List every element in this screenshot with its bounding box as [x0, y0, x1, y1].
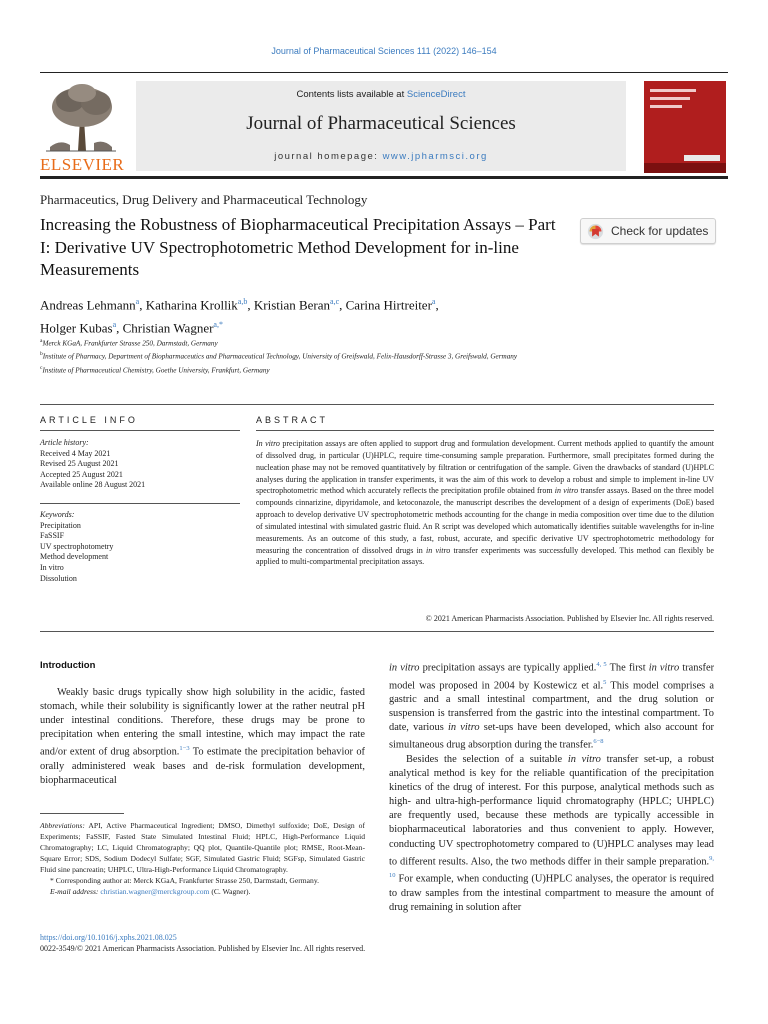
history-keywords-rule	[40, 503, 240, 504]
journal-reference-link[interactable]: Journal of Pharmaceutical Sciences 111 (2022) 146–154	[271, 46, 497, 56]
sciencedirect-link[interactable]: ScienceDirect	[406, 89, 466, 100]
italic-text: In vitro	[256, 439, 280, 448]
affiliation	[40, 349, 600, 362]
keyword[interactable]: Method development	[40, 552, 109, 562]
history-date: Accepted 25 August 2021	[40, 469, 123, 479]
introduction-heading: Introduction	[40, 660, 96, 671]
italic-text: in vitro	[447, 722, 480, 734]
abbreviations-label: Abbreviations:	[40, 821, 85, 830]
keyword[interactable]: Precipitation	[40, 520, 81, 530]
text-run: The first	[606, 662, 649, 674]
email-label: E-mail address:	[50, 887, 99, 896]
article-section: Pharmaceutics, Drug Delivery and Pharmaceutical Technology	[40, 192, 368, 207]
contents-line	[136, 89, 626, 100]
introduction-paragraph	[389, 753, 714, 915]
author-separator: ,	[139, 297, 146, 313]
elsevier-wordmark: ELSEVIER	[40, 155, 125, 174]
article-title: Increasing the Robustness of Biopharmaceutical Precipitation Assays – Part I: Derivative UV Spectrophotometric Method Development for in-line Measurements	[40, 215, 556, 279]
history-date: Revised 25 August 2021	[40, 459, 119, 469]
author-name: Holger Kubas	[40, 320, 113, 336]
cover-title-line	[650, 105, 682, 108]
abstract-copyright: © 2021 American Pharmacists Association. Published by Elsevier Inc. All rights reserved.	[425, 614, 714, 623]
affiliation-list	[40, 336, 600, 376]
history-date: Available online 28 August 2021	[40, 480, 146, 490]
history-label: Article history:	[40, 438, 89, 447]
article-history	[40, 438, 240, 491]
affiliation-text: Institute of Pharmaceutical Chemistry, Goethe University, Frankfurt, Germany	[42, 366, 270, 375]
text-run: Besides the selection of a suitable	[406, 753, 568, 765]
header-divider	[40, 404, 714, 405]
author-affiliation-marker[interactable]: a	[431, 297, 436, 306]
citation-reference[interactable]: 4, 5	[596, 661, 607, 668]
keyword-list	[40, 521, 240, 585]
author-separator: ,	[247, 297, 254, 313]
author-affiliation-marker[interactable]: a	[135, 297, 140, 306]
introduction-right-column	[389, 658, 714, 915]
check-for-updates-button[interactable]	[580, 218, 716, 244]
journal-masthead	[40, 72, 728, 176]
abstract-body	[256, 438, 714, 568]
author-affiliation-marker[interactable]: a,*	[213, 320, 223, 330]
abstract-rule	[256, 430, 714, 431]
cover-logo-tag	[684, 155, 720, 161]
affiliation-marker: b	[40, 351, 43, 358]
history-list	[40, 449, 240, 491]
article-info-rule	[40, 430, 240, 431]
history-date: Received 4 May 2021	[40, 448, 111, 458]
author-name: Katharina Krollik	[145, 297, 238, 313]
issn-copyright-line: 0022-3549/© 2021 American Pharmacists Association. Published by Elsevier Inc. All rights reserved.	[40, 944, 366, 953]
text-run: precipitation assays are typically applied.	[419, 662, 597, 674]
doi-link[interactable]: https://doi.org/10.1016/j.xphs.2021.08.025	[40, 933, 177, 942]
cover-title-line	[650, 97, 690, 100]
citation-reference[interactable]: 9, 10	[389, 854, 714, 880]
cover-title-line	[650, 89, 696, 92]
italic-text: in vitro	[554, 486, 579, 496]
abstract-heading: ABSTRACT	[256, 415, 329, 425]
text-run: transfer assays. Based on the three model compounds cinnarizine, dipyridamole, and ketoconazole, the manuscript describes the development of a design of experiments (DoE) based approach to develop derivative UV spectrophotometric methods accounting for the change in media composition over time due to the dilution of simulated intestinal with simulated gastric fluid. An R script was developed which automatically identifies suitable wavelengths for in-line measurements. As an outcome of this study, a fast, robust, accurate, and specific derivative UV spectrophotometric methodology for measuring the concentration of dissolved drugs in	[256, 486, 714, 555]
italic-text: in vitro	[648, 662, 680, 674]
journal-cover-thumbnail[interactable]	[644, 81, 726, 173]
author-name: Christian Wagner	[122, 320, 214, 336]
email-suffix: (C. Wagner).	[209, 887, 251, 896]
author-name: Andreas Lehmann	[40, 297, 136, 313]
cover-footer-stripe	[644, 163, 726, 173]
keywords-label: Keywords:	[40, 510, 75, 519]
keyword[interactable]: In vitro	[40, 562, 64, 572]
introduction-paragraph	[389, 658, 714, 753]
homepage-prefix: journal homepage:	[274, 151, 383, 162]
text-run: Weakly basic drugs typically show high solubility in the acidic, fasted stomach, while their solubility is significantly lower at the rather neutral pH under intestinal conditions. Therefore, these drugs may be prone to precipitation when entering the small intestine, which may impact the rate and/or extent of drug absorption.	[40, 687, 365, 758]
masthead-divider	[40, 176, 728, 179]
affiliation-marker: c	[40, 364, 43, 371]
text-run: set-ups have been developed, which also account for simultaneous drug absorption during the transfer.	[389, 722, 714, 751]
text-run: This model comprises a gastric and a small intestinal compartment, and the drug solution or suspension is transferred from the gastric into the intestinal compartment. To date, various	[389, 680, 714, 734]
homepage-link[interactable]: www.jpharmsci.org	[382, 151, 488, 162]
journal-title: Journal of Pharmaceutical Sciences	[246, 113, 516, 134]
check-for-updates-icon	[587, 223, 604, 240]
italic-text: in vitro	[426, 545, 451, 555]
article-info-heading: ARTICLE INFO	[40, 415, 138, 425]
author-separator: ,	[116, 320, 123, 336]
author-affiliation-marker[interactable]: a	[112, 320, 117, 330]
affiliation-marker: a	[40, 338, 43, 344]
author-name: Kristian Beran	[253, 297, 331, 313]
email-footnote	[40, 886, 365, 897]
footnotes	[40, 820, 365, 897]
keyword[interactable]: Dissolution	[40, 573, 77, 583]
italic-text: in vitro	[389, 662, 420, 674]
text-run: transfer model was proposed in 2004 by Kostewicz et al.	[389, 662, 715, 692]
text-run: precipitation assays are often applied to support drug and formulation development. Current methods applied to quantify the amount of dissolved drug, in particular (U)HPLC, require time-consuming sample preparation. Furthermore, small precipitates formed during the nucleation phase may not be removed quantitatively by filtration or centrifugation of the sample. Given the drawbacks of standard (U)HPLC analyses during the application in transfer experiments, it was the aim of this work to develop a robust and simple to implement in-line UV spectrophotometric method which accurately reflects the precipitation profile obtained from	[256, 439, 714, 496]
footnote-rule	[40, 813, 124, 814]
italic-text: in vitro	[567, 753, 601, 765]
author-affiliation-marker[interactable]: a,c	[330, 297, 340, 306]
affiliation	[40, 363, 600, 376]
author-separator: ,	[339, 297, 346, 313]
affiliation	[40, 336, 600, 349]
elsevier-logo	[40, 81, 125, 174]
text-run: transfer experiments was successfully developed. This method can flexibly be applied to multi-compartmental precipitation assays.	[256, 545, 714, 567]
corresponding-author-footnote: * Corresponding author at: Merck KGaA, Frankfurter Strasse 250, Darmstadt, Germany.	[50, 876, 320, 885]
abbreviations-text: API, Active Pharmaceutical Ingredient; DMSO, Dimethyl sulfoxide; DoE, Design of Experiments; FaSSIF, Fasted State Simulated Intestinal Fluid; HPLC, High-Performance Liquid Chromatography; LC, Liquid Chromatography; QQ plot, Quantile-Quantile plot; RMSE, Root-Mean-Square Error; SDS, Sodium Dodecyl Sulfate; SGF, Simulated Gastric Fluid; SGFsp, Simulated Gastric Fluid sine pancreatin; UHPLC, Ultra-High-Performance Liquid Chromatography.	[40, 821, 365, 874]
author-affiliation-marker[interactable]: a,b	[237, 297, 248, 306]
check-for-updates-label: Check for updates	[611, 224, 709, 238]
journal-banner	[136, 81, 626, 171]
keyword[interactable]: UV spectrophotometry	[40, 541, 114, 551]
citation-reference[interactable]: 5	[603, 678, 607, 686]
introduction-left-column	[40, 686, 365, 788]
text-run: To estimate the precipitation behavior of orally administered weak bases and de-risk formulation development, biopharmaceutical	[40, 746, 365, 787]
citation-reference[interactable]: 1−3	[179, 745, 190, 753]
citation-reference[interactable]: 6−8	[593, 738, 604, 746]
abbreviations-footnote	[40, 820, 365, 875]
author-list	[40, 292, 600, 339]
author-name: Carina Hirtreiter	[345, 297, 432, 313]
email-link[interactable]: christian.wagner@merckgroup.com	[100, 887, 210, 896]
text-run: For example, when conducting (U)HPLC analyses, the operator is required to draw samples from the intestinal compartment to measure the amount of drug remaining in solution after	[389, 873, 714, 913]
keyword[interactable]: FaSSIF	[40, 531, 65, 541]
abstract-divider	[40, 631, 714, 632]
keywords	[40, 510, 240, 584]
author-separator: ,	[435, 297, 439, 313]
contents-prefix: Contents lists available at	[296, 89, 407, 100]
affiliation-text: Institute of Pharmacy, Department of Biopharmaceutics and Pharmaceutical Technology, University of Greifswald, Felix-Hausdorff-Strasse 3, Greifswald, Germany	[42, 352, 518, 361]
homepage-line	[136, 151, 626, 162]
affiliation-text: Merck KGaA, Frankfurter Strasse 250, Darmstadt, Germany	[42, 339, 218, 348]
text-run: transfer set-up, a robust analytical method is key for the reliable quantification of the precipitation kinetics of the drug of interest. For this purpose, analytical methods such as high- and ultra-high-performance liquid chromatography (HPLC; UHPLC) are frequently used, because these methods are typically accessible in biopharmaceutical laboratories and thus convenient to apply. However, conducting UV spectrophotometry compared to (U)HPLC analyses may lead to different results. Also, the two methods differ in their sample preparation.	[389, 753, 715, 868]
